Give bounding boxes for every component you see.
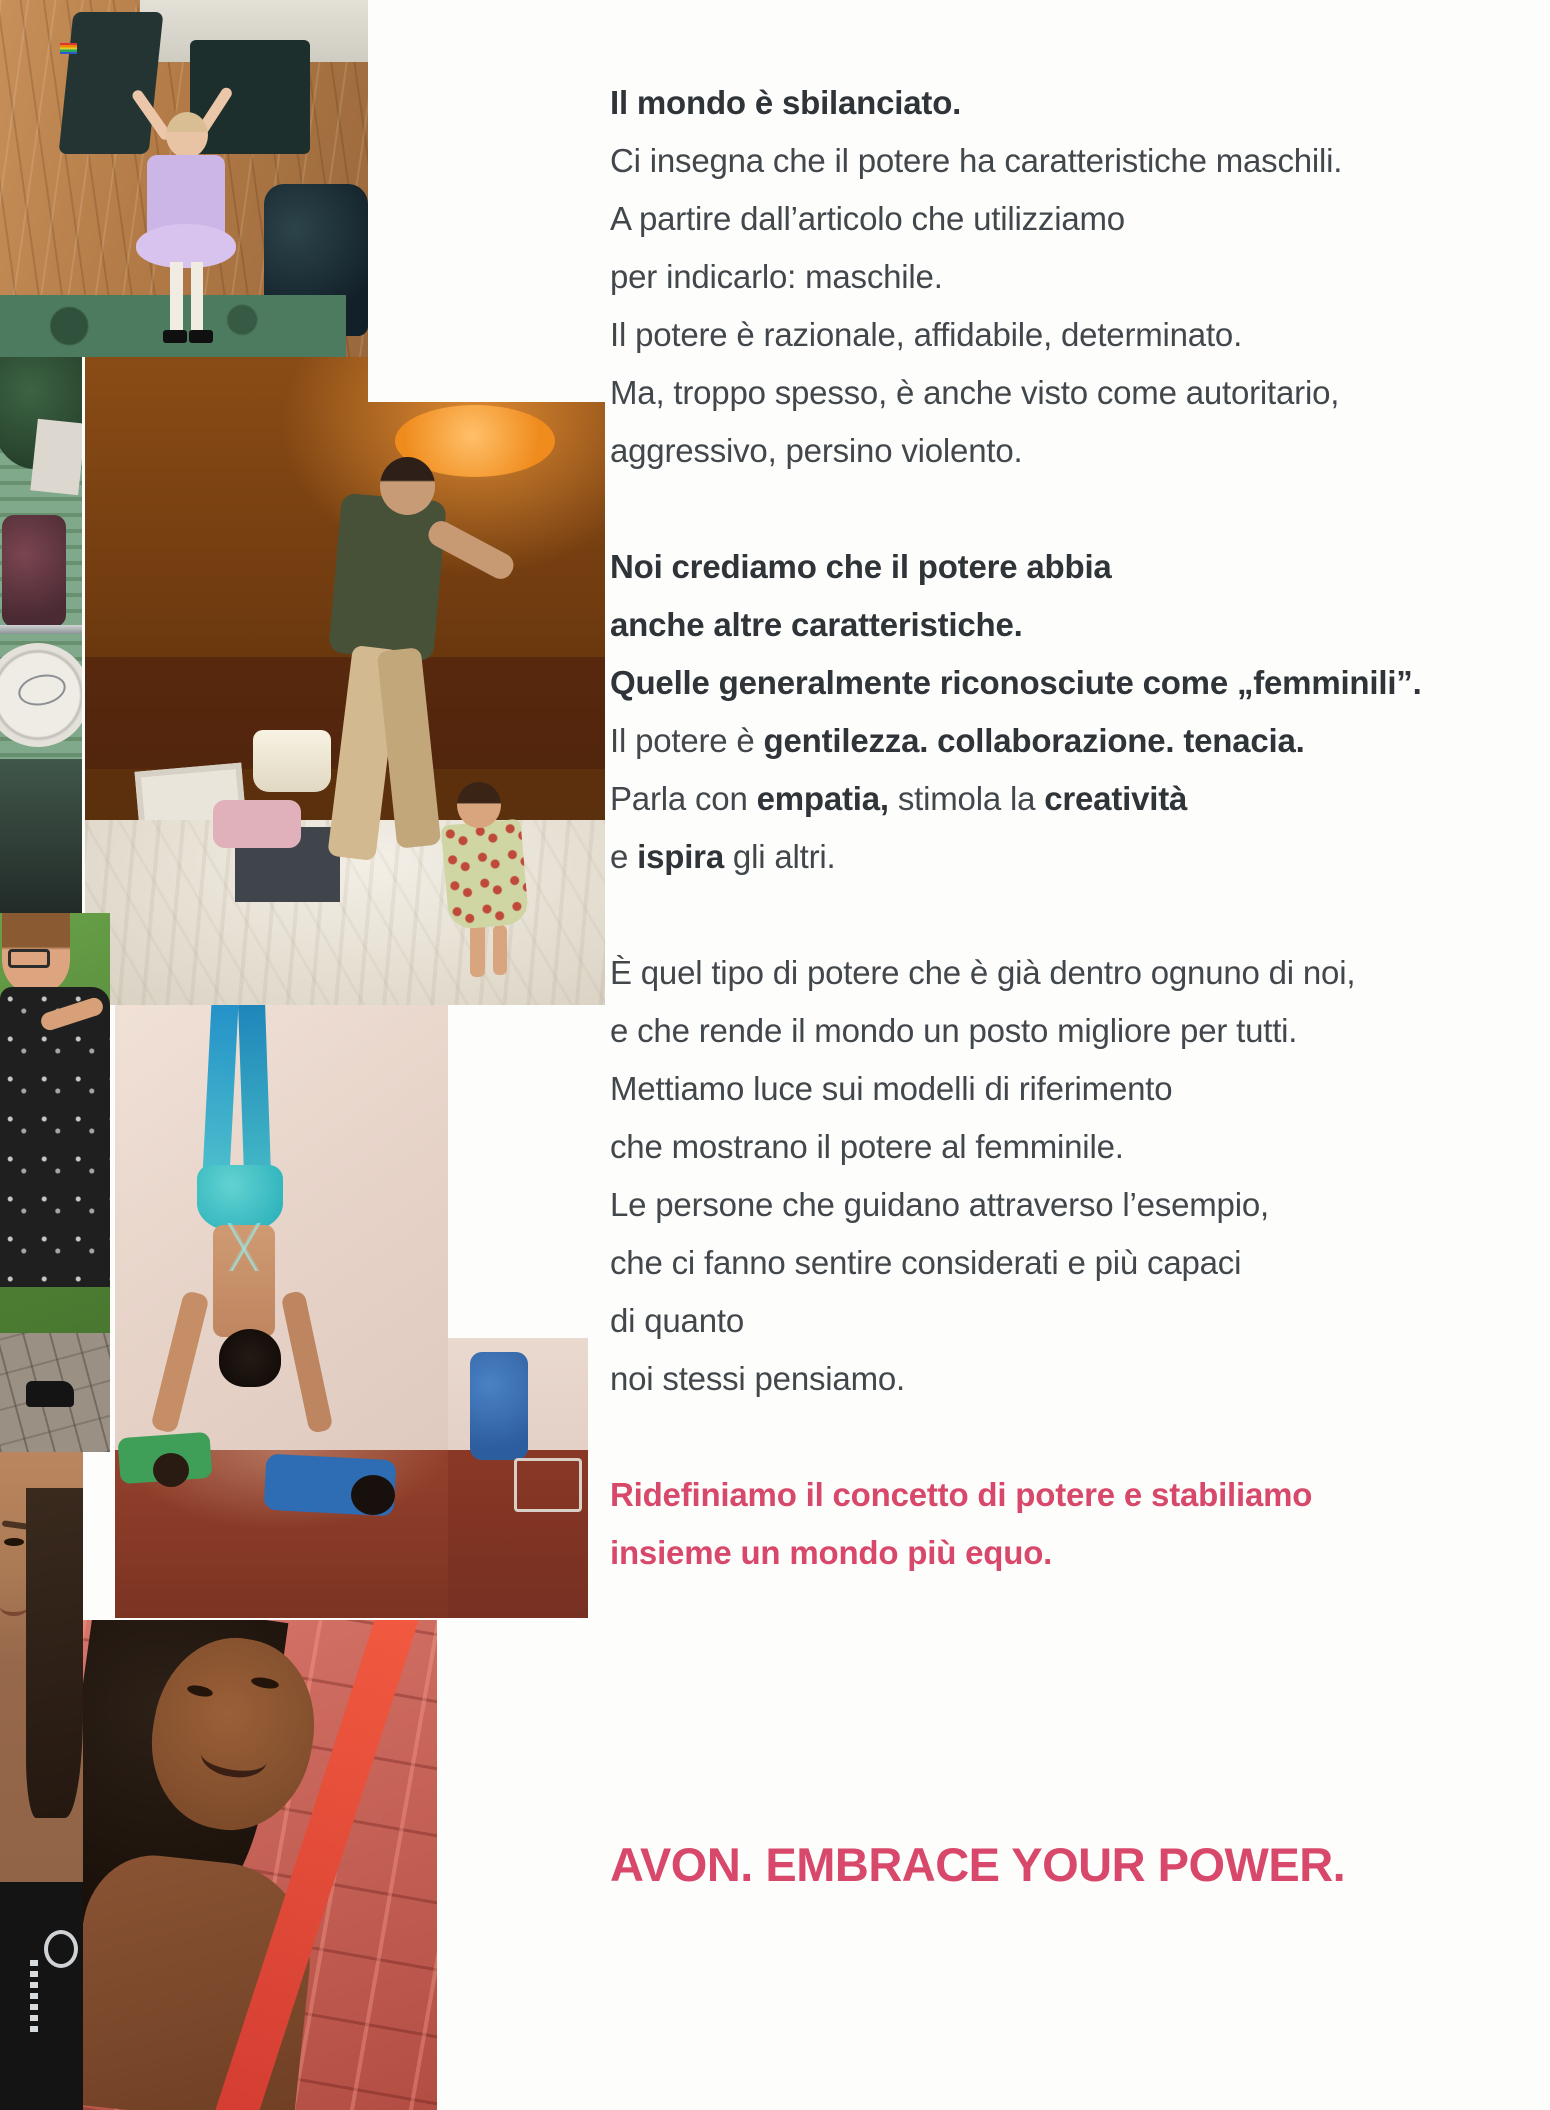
text-line: per indicarlo: maschile. — [610, 258, 943, 295]
avon-slogan-text: AVON. EMBRACE YOUR POWER. — [610, 1838, 1346, 1891]
text-line: anche altre caratteristiche. — [610, 606, 1023, 643]
text-line: Ma, troppo spesso, è anche visto come autoritario, — [610, 374, 1340, 411]
text-line: che ci fanno sentire considerati e più capaci — [610, 1244, 1242, 1281]
photo-handstand-teacher — [115, 1005, 448, 1618]
black-shoe — [26, 1381, 74, 1407]
lamp-shade — [253, 730, 331, 792]
text-line: Il potere è razionale, affidabile, determinato. — [610, 316, 1243, 353]
boy-glasses — [8, 949, 50, 968]
eyebrow — [2, 1520, 29, 1530]
text-line: che mostrano il potere al femminile. — [610, 1128, 1124, 1165]
girl-shoe — [189, 330, 213, 343]
paragraph-inner-power — [610, 944, 1500, 1408]
text-line: A partire dall’articolo che utilizziamo — [610, 200, 1125, 237]
paragraph-world-unbalanced — [610, 74, 1500, 480]
man-shirt — [328, 493, 447, 662]
dark-chair — [59, 12, 164, 154]
photo-selfie-brick-wall — [83, 1620, 437, 2110]
girl-head — [166, 112, 208, 158]
man-head — [380, 457, 435, 515]
hair-bun — [219, 1329, 281, 1387]
leggings-leg — [238, 1005, 271, 1177]
text-line: Mettiamo luce sui modelli di riferimento — [610, 1070, 1173, 1107]
woman-arm — [150, 1290, 210, 1434]
turquoise-shorts — [197, 1165, 283, 1231]
blue-backpack — [470, 1352, 528, 1460]
child-leg — [493, 925, 507, 975]
paragraph-we-believe — [610, 538, 1500, 886]
kid-head — [351, 1475, 395, 1515]
dark-area — [0, 759, 82, 913]
child-head — [457, 782, 501, 828]
tom-drum — [2, 515, 66, 627]
text-line: aggressivo, persino violento. — [610, 432, 1023, 469]
girl-leg — [191, 262, 203, 334]
eye — [4, 1538, 24, 1546]
black-top — [0, 1882, 83, 2110]
girl-leg — [170, 262, 183, 334]
text-line: noi stessi pensiamo. — [610, 1360, 905, 1397]
text-column — [610, 74, 1500, 1893]
avon-slogan — [610, 1837, 1500, 1893]
text-line: Il mondo è sbilanciato. — [610, 84, 962, 121]
white-notch — [368, 357, 605, 402]
text-line: Parla con empatia, stimola la creatività — [610, 780, 1188, 817]
photo-ballet-girl — [0, 0, 368, 357]
photo-blue-backpack-floor — [448, 1338, 588, 1618]
leggings-leg — [202, 1005, 238, 1180]
dark-chair — [190, 40, 310, 154]
text-line: insieme un mondo più equo. — [610, 1534, 1053, 1571]
photo-father-child-bed — [85, 357, 605, 1005]
smile — [0, 1598, 28, 1616]
rainbow-flag-mark — [60, 43, 77, 54]
girl-tutu — [136, 224, 236, 268]
cymbal-stand — [0, 625, 82, 634]
top-straps — [215, 1223, 273, 1271]
text-line: di quanto — [610, 1302, 744, 1339]
black-jacket — [0, 987, 110, 1287]
text-line: Ridefiniamo il concetto di potere e stabiliamo — [610, 1476, 1313, 1513]
pink-blanket — [213, 800, 301, 848]
jewelry-ring — [44, 1930, 78, 1968]
white-sign — [30, 419, 82, 496]
text-line: Ci insegna che il potere ha caratteristiche maschili. — [610, 142, 1343, 179]
child-leg — [470, 922, 485, 977]
text-line: È quel tipo di potere che è già dentro ognuno di noi, — [610, 954, 1356, 991]
text-line: Il potere è gentilezza. collaborazione. tenacia. — [610, 722, 1305, 759]
text-line: e ispira gli altri. — [610, 838, 836, 875]
text-line: Quelle generalmente riconosciute come „femminili”. — [610, 664, 1422, 701]
photo-woman-long-hair — [0, 1452, 83, 2110]
long-hair — [26, 1488, 83, 1818]
text-line: Noi crediamo che il potere abbia — [610, 548, 1112, 585]
text-line: e che rende il mondo un posto migliore per tutti. — [610, 1012, 1298, 1049]
necklace-chain — [30, 1960, 38, 2034]
woman-arm — [281, 1290, 334, 1434]
text-line: Le persone che guidano attraverso l’esempio, — [610, 1186, 1269, 1223]
kid-head — [153, 1453, 189, 1487]
child-floral-dress — [441, 819, 530, 931]
chair-frame — [514, 1458, 582, 1512]
photo-kids-hugging — [0, 913, 110, 1452]
girl-shoe — [163, 330, 187, 343]
photo-drum-kit — [0, 357, 82, 913]
paragraph-redefine-power — [610, 1466, 1500, 1582]
